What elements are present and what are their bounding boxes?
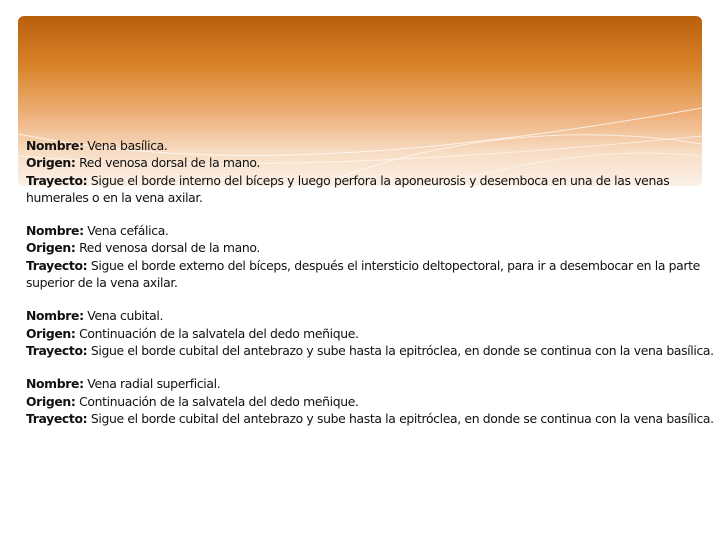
origin-label: Origen: — [26, 240, 76, 256]
origin-label: Origen: — [26, 393, 76, 409]
entry-name: Vena cefálica. — [87, 223, 169, 239]
path-label: Trayecto: — [26, 172, 88, 188]
entry-path: Sigue el borde cubital del antebrazo y sube hasta la epitróclea, en donde se continua con la vena basílica. — [90, 410, 714, 426]
entry-path: Sigue el borde cubital del antebrazo y sube hasta la epitróclea, en donde se continua con la vena basílica. — [90, 342, 714, 358]
entry-path-line — [26, 410, 714, 427]
path-label: Trayecto: — [26, 410, 88, 426]
entry-name: Vena basílica. — [87, 138, 168, 153]
entry-origin: Red venosa dorsal de la mano. — [79, 155, 260, 171]
name-label: Nombre: — [26, 138, 84, 153]
entry-vena-cefalica — [26, 222, 714, 291]
entry-name-line — [26, 137, 714, 154]
entry-name: Vena cubital. — [87, 308, 164, 324]
vein-descriptions — [26, 137, 714, 443]
path-label: Trayecto: — [26, 342, 88, 358]
entry-name-line — [26, 222, 714, 239]
entry-path-line — [26, 257, 714, 292]
entry-origin-line — [26, 393, 714, 410]
entry-origin: Continuación de la salvatela del dedo meñique. — [79, 393, 359, 409]
entry-path-line — [26, 342, 714, 359]
entry-origin-line — [26, 154, 714, 171]
origin-label: Origen: — [26, 155, 76, 171]
name-label: Nombre: — [26, 376, 84, 392]
entry-origin-line — [26, 239, 714, 256]
entry-path: Sigue el borde interno del bíceps y luego perfora la aponeurosis y desemboca en una de las venas humerales o en la vena axilar. — [26, 172, 670, 205]
entry-path-line — [26, 172, 714, 207]
entry-vena-radial-superficial — [26, 375, 714, 427]
entry-name-line — [26, 375, 714, 392]
entry-path: Sigue el borde externo del bíceps, después el intersticio deltopectoral, para ir a desembocar en la parte superior de la vena axilar. — [26, 257, 700, 291]
entry-vena-cubital — [26, 307, 714, 359]
entry-origin-line — [26, 325, 714, 342]
name-label: Nombre: — [26, 223, 84, 239]
entry-name-line — [26, 307, 714, 324]
entry-origin: Red venosa dorsal de la mano. — [79, 240, 260, 256]
name-label: Nombre: — [26, 308, 84, 324]
origin-label: Origen: — [26, 325, 76, 341]
entry-vena-basilica — [26, 137, 714, 206]
entry-origin: Continuación de la salvatela del dedo meñique. — [79, 325, 359, 341]
entry-name: Vena radial superficial. — [87, 376, 221, 392]
path-label: Trayecto: — [26, 257, 88, 273]
